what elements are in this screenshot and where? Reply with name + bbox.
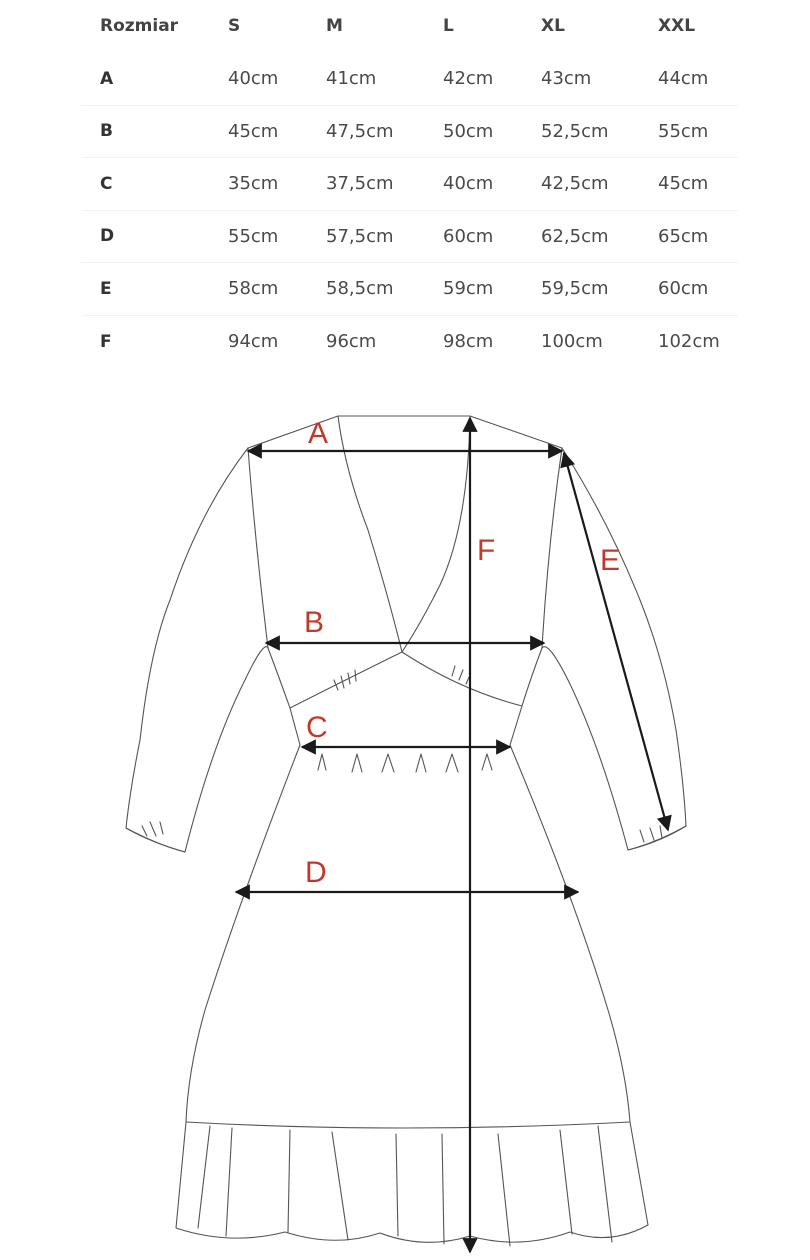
cell: 41cm [326,68,377,89]
cell: 45cm [228,120,279,142]
cell: 58cm [228,278,279,300]
measure-line-e [564,453,668,830]
label-c: C [306,711,328,744]
row-label: B [100,121,113,142]
header-s: S [228,16,241,37]
table-row [82,315,738,368]
table-row [82,53,738,106]
cell: 55cm [658,120,709,142]
row-label: E [100,278,112,299]
cell: 94cm [228,331,279,352]
cell: 58,5cm [326,278,394,300]
cell: 37,5cm [326,173,394,195]
cell: 59,5cm [541,278,609,300]
table-row [82,210,738,263]
cell: 102cm [658,331,720,352]
cell: 60cm [658,278,709,300]
cell: 47,5cm [326,120,394,142]
header-xxl: XXL [658,16,696,37]
table-header-row [82,0,738,53]
cell: 42cm [443,68,494,89]
header-m: M [326,16,343,37]
label-e: E [600,544,621,577]
cell: 52,5cm [541,120,609,142]
label-f: F [477,534,496,567]
row-label: D [100,226,115,247]
cell: 62,5cm [541,225,609,247]
row-label: F [100,331,112,352]
label-b: B [304,606,325,639]
dress-measurement-diagram [0,380,810,1260]
table-row [82,263,738,316]
cell: 57,5cm [326,225,394,247]
cell: 44cm [658,68,709,89]
cell: 98cm [443,331,494,352]
cell: 65cm [658,225,709,247]
header-size-label: Rozmiar [100,16,179,37]
cell: 40cm [228,68,279,89]
header-l: L [443,16,454,37]
size-table [82,0,738,368]
cell: 100cm [541,331,603,352]
cell: 43cm [541,68,592,89]
row-label: A [100,68,114,89]
cell: 60cm [443,225,494,247]
header-xl: XL [541,16,565,37]
table-row [82,158,738,211]
label-d: D [305,856,327,889]
label-a: A [308,417,329,450]
cell: 96cm [326,331,377,352]
cell: 45cm [658,173,709,195]
cell: 59cm [443,278,494,300]
cell: 55cm [228,225,279,247]
dress-outline [126,416,686,1246]
cell: 35cm [228,173,279,195]
row-label: C [100,173,113,194]
cell: 42,5cm [541,173,609,195]
table-row [82,105,738,158]
cell: 40cm [443,173,494,195]
cell: 50cm [443,120,494,142]
